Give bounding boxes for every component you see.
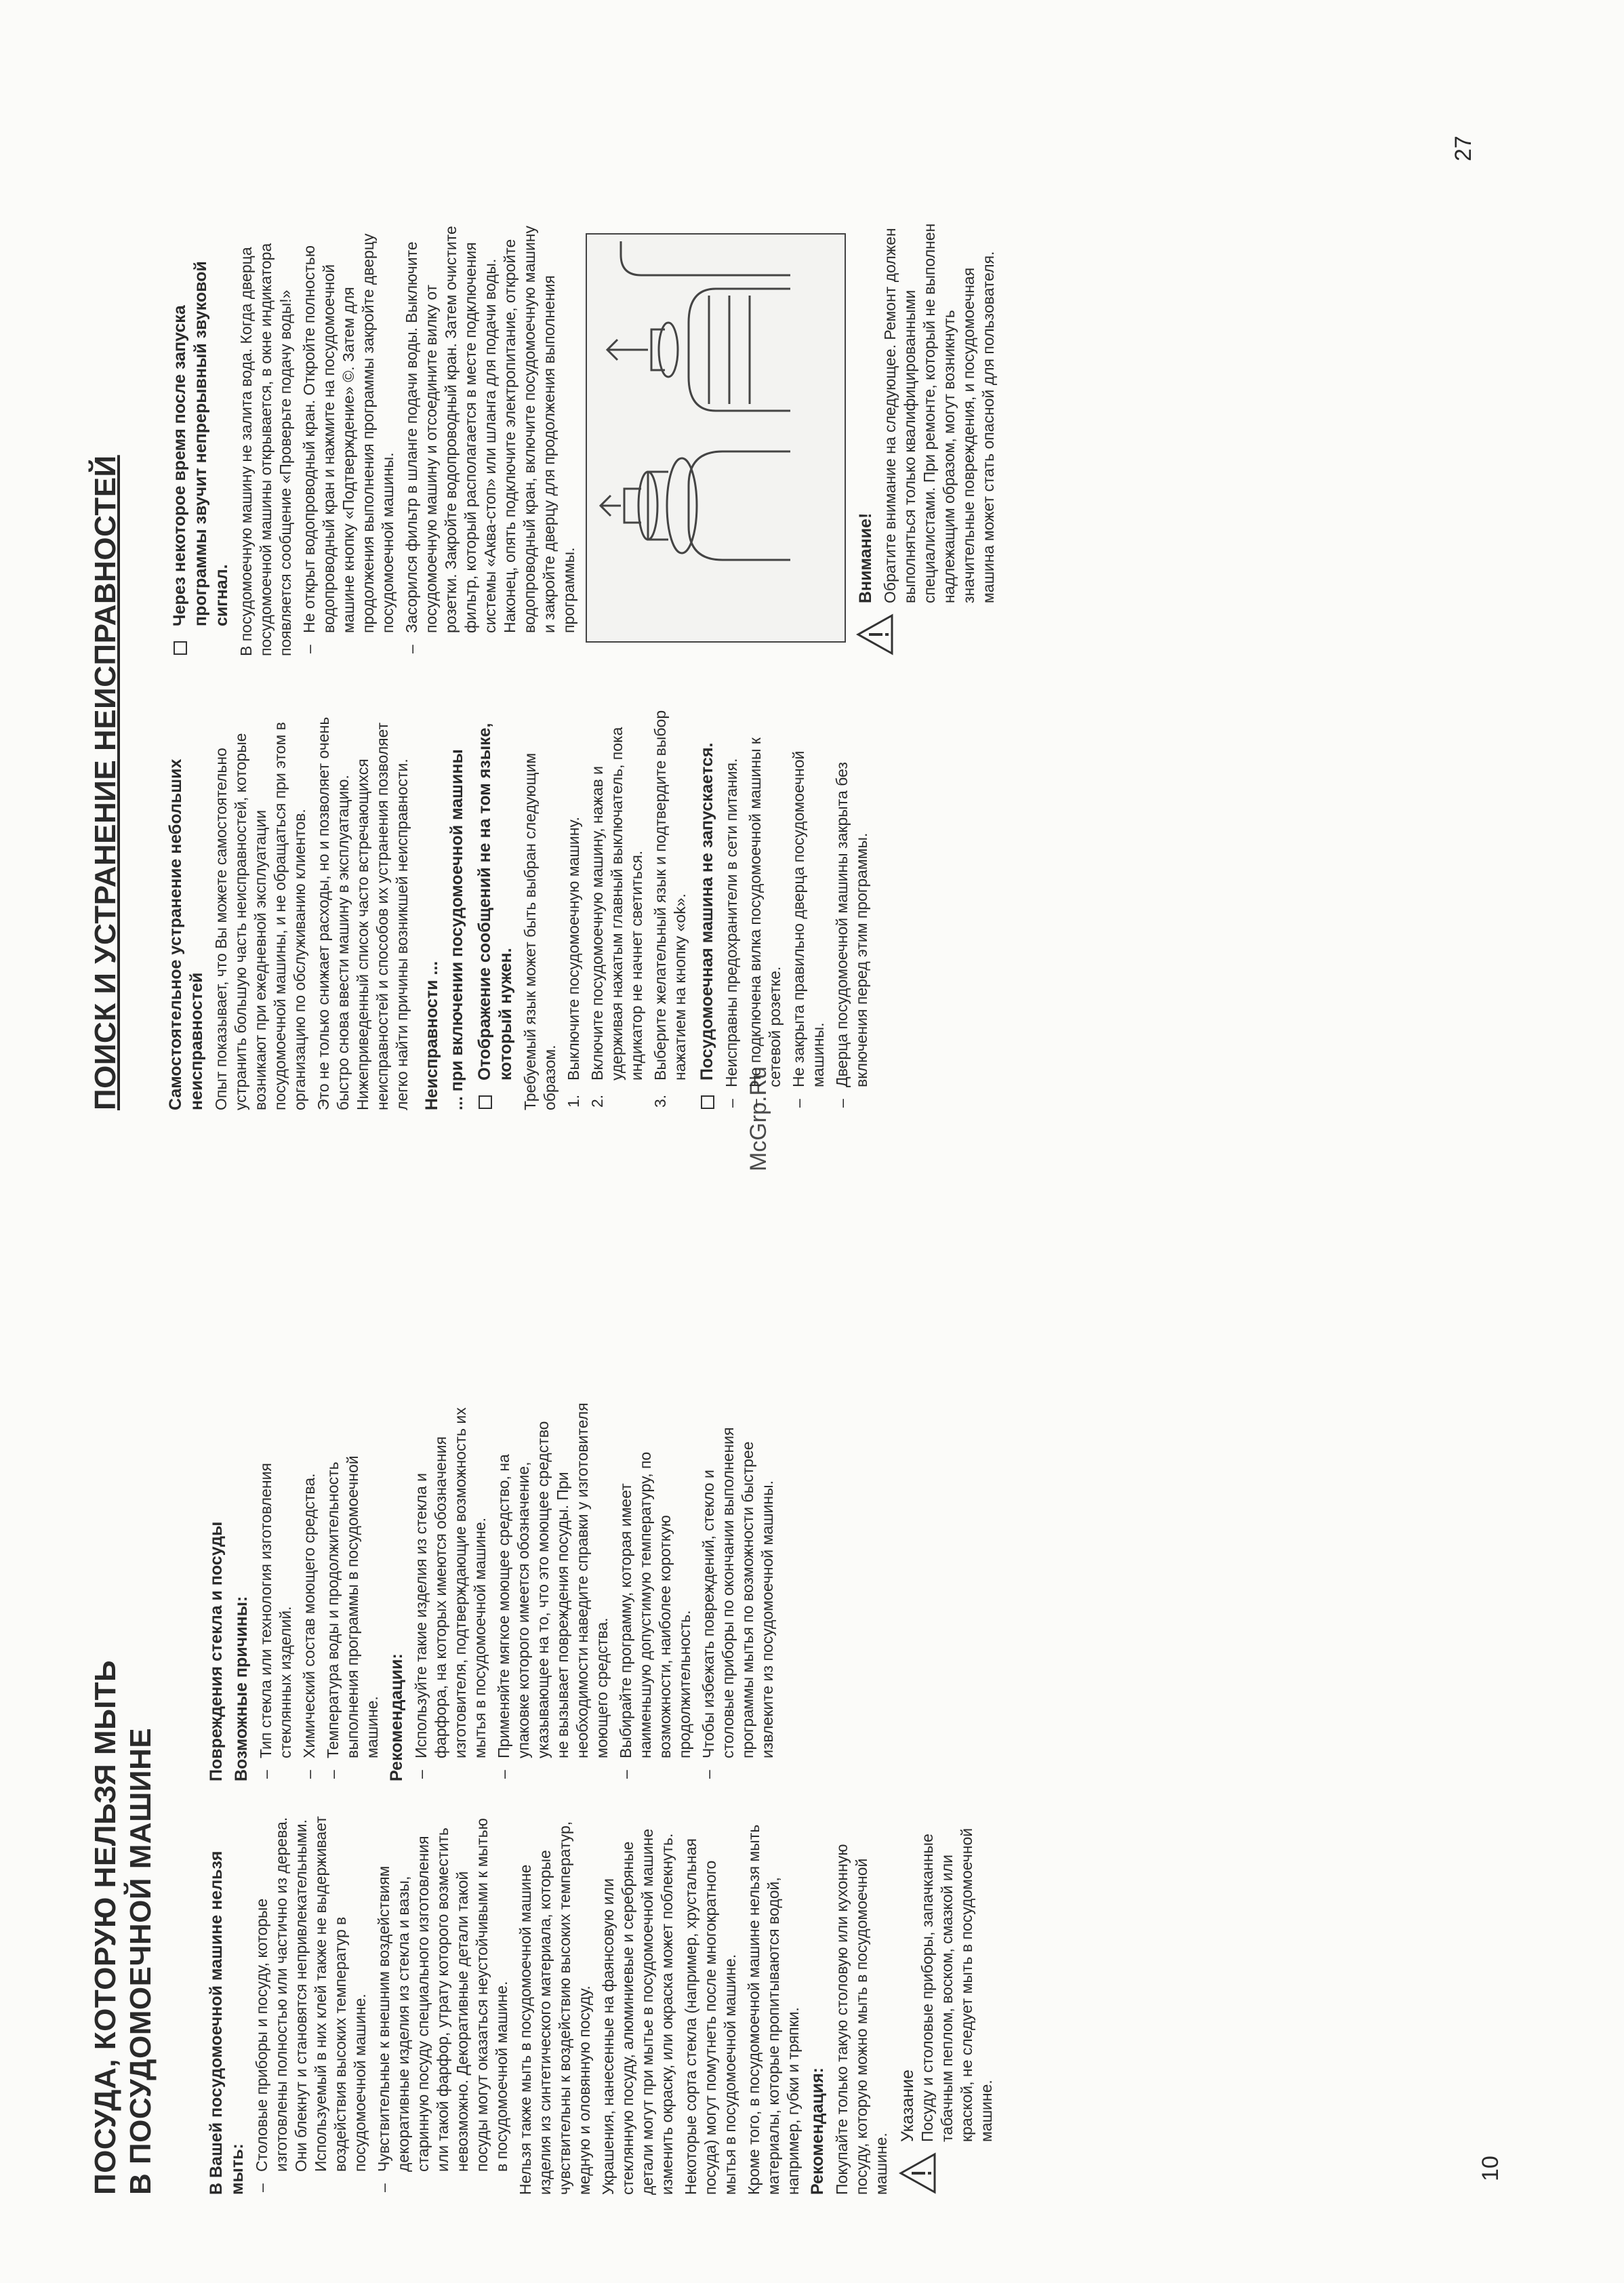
step-number: 3. bbox=[651, 1094, 669, 1108]
step-text: Включите посудомоечную машину, нажав и удерживая нажатым главный выключатель, пока индикатор не начнет светиться. bbox=[588, 727, 645, 1080]
numbered-step bbox=[588, 704, 647, 1110]
step-number: 2. bbox=[588, 1094, 606, 1108]
left-col1-bullet: – Чувствительные к внешним воздействиям декоративные изделия из стекла и вазы, старинную посуду специального изготовления или такой фарфор, утрату которого возместить невозможно. Декоративные детали такой посуды могут оказаться неустойчивыми к мытью в посудомоечной машине. bbox=[374, 1815, 512, 2195]
left-col2-cause: – Химический состав моющего средства. bbox=[300, 1402, 319, 1781]
right-col1-heading: Самостоятельное устранение небольших неисправностей bbox=[166, 759, 206, 1110]
right-col1-cause: – Неисправны предохранители в сети питания. bbox=[722, 704, 742, 1110]
right-col1-cause: – Не подключена вилка посудомоечной машины к сетевой розетке. bbox=[746, 704, 785, 1110]
left-col2-rec: – Применяйте мягкое моющее средство, на упаковке которого имеется обозначение, указывающее на то, что это моющее средство не вызывает повреждения посуды. При необходимости наведите справки у изготовителя моющего средства. bbox=[494, 1402, 612, 1781]
left-col1-heading: В Вашей посудомоечной машине нельзя мыть: bbox=[207, 1851, 247, 2195]
left-col1-bullet: – Столовые приборы и посуду, которые изготовлены полностью или частично из дерева. Они блекнут и становятся непривлекательными. Используемый в них клей также не выдерживает воздействия высоких температур в посудомоечной машине. bbox=[252, 1815, 370, 2195]
right-col1-intro: Опыт показывает, что Вы можете самостоятельно устранить большую часть неисправностей, которые возникают при ежедневной эксплуатации посудомоечной машины, и не обращаться при этом в организацию по обслуживанию клиентов. bbox=[212, 722, 308, 1110]
left-column-1 bbox=[203, 1815, 996, 2195]
numbered-step bbox=[564, 704, 584, 1110]
left-col1-paragraph: Кроме того, в посудомоечной машине нельзя мыть материалы, которые пропитываются водой, например, губки и тряпки. bbox=[745, 1824, 802, 2195]
right-col2-item-heading: Через некоторое время после запуска программы звучит непрерывный звуковой сигнал. bbox=[169, 222, 232, 656]
left-note-text: Посуду и столовые приборы, запачканные табачным пеплом, воском, смазкой или краской, не следует мыть в посудомоечной машине. bbox=[918, 1827, 995, 2142]
attention-block bbox=[855, 222, 998, 656]
step-text: Выберите желательный язык и подтвердите выбор нажатием на кнопку «ok». bbox=[651, 710, 689, 1080]
right-col1-cause: – Не закрыта правильно дверца посудомоечной машины. bbox=[789, 704, 828, 1110]
left-note-heading: Указание bbox=[898, 2069, 917, 2142]
right-col2-cause: – Не открыт водопроводный кран. Откройте полностью водопроводный кран и нажмите на посудомоечной машине кнопку «Подтверждение» ©. Затем для продолжения выполнения программы закройте дверцу посудомоечной машины. bbox=[300, 222, 398, 656]
warning-triangle-icon bbox=[898, 2151, 937, 2195]
left-col2-rec-heading: Рекомендации: bbox=[387, 1653, 406, 1781]
step-text: Выключите посудомоечную машину. bbox=[565, 817, 582, 1080]
left-col2-cause: – Температура воды и продолжительность выполнения программы в посудомоечной машине. bbox=[323, 1402, 382, 1781]
right-col1-faults-subheading: ... при включении посудомоечной машины bbox=[447, 749, 466, 1110]
right-col1-faults-heading: Неисправности ... bbox=[422, 961, 441, 1110]
left-col1-rec-heading: Рекомендация: bbox=[808, 2067, 827, 2195]
left-note-block bbox=[898, 1815, 996, 2195]
right-page-title: ПОИСК И УСТРАНЕНИЕ НЕИСПРАВНОСТЕЙ bbox=[89, 455, 122, 1110]
water-filter-illustration bbox=[586, 233, 846, 643]
numbered-step bbox=[651, 704, 690, 1110]
left-col2-cause: – Тип стекла или технология изготовления стеклянных изделий. bbox=[256, 1402, 296, 1781]
left-col2-heading: Повреждения стекла и посуды bbox=[207, 1521, 226, 1781]
left-col2-rec: – Выбирайте программу, которая имеет наименьшую допустимую температуру, по возможности, наиболее короткую продолжительность. bbox=[616, 1402, 695, 1781]
right-col1-item-heading: Отображение сообщений не на том языке, который нужен. bbox=[474, 704, 516, 1110]
left-col2-causes-heading: Возможные причины: bbox=[232, 1596, 251, 1781]
right-col1-item-text: Требуемый язык может быть выбран следующим образом. bbox=[521, 752, 559, 1110]
left-col2-rec: – Чтобы избежать повреждений, стекло и столовые приборы по окончании выполнения программы мытья по возможности быстрее извлеките из посудомоечной машины. bbox=[699, 1402, 777, 1781]
right-column-2 bbox=[163, 222, 998, 656]
warning-triangle-icon bbox=[855, 613, 895, 656]
right-col1-intro: Это не только снижает расходы, но и позволяет очень быстро снова ввести машину в эксплуатацию. Нижеприведенный список часто встречающихся неисправностей и способов их устранения позволяет легко найти причины возникшей неисправности. bbox=[314, 716, 411, 1110]
left-col1-rec-text: Покупайте только такую столовую или кухонную посуду, которую можно мыть в посудомоечной машине. bbox=[833, 1844, 890, 2195]
attention-text: Обратите внимание на следующее. Ремонт должен выполняться только квалифицированными специалистами. При ремонте, который не выполнен надлежащим образом, могут возникнуть значительные повреждения, и посудомоечная машина может стать опасной для пользователя. bbox=[881, 223, 997, 603]
left-col1-paragraph: Некоторые сорта стекла (например, хрустальная посуда) могут помутнеть после многократного мытья в посудомоечной машине. bbox=[682, 1838, 739, 2195]
step-number: 1. bbox=[565, 1094, 582, 1108]
left-col1-paragraph: Нельзя также мыть в посудомоечной машине изделия из синтетического материала, которые чувствительны к воздействию высоких температур, медную и оловянную посуду. bbox=[516, 1821, 593, 2195]
attention-heading: Внимание! bbox=[856, 512, 875, 603]
left-col2-rec: – Используйте такие изделия из стекла и фарфора, на которых имеются обозначения изготовителя, подтверждающие возможность их мытья в посудомоечной машине. bbox=[411, 1402, 490, 1781]
right-column-1 bbox=[163, 704, 876, 1110]
right-col1-cause: – Дверца посудомоечной машины закрыта без включения перед этим программы. bbox=[832, 704, 872, 1110]
left-column-2 bbox=[203, 1402, 781, 1781]
right-page-number: 27 bbox=[1450, 136, 1476, 161]
left-col1-paragraph: Украшения, нанесенные на фаянсовую или стеклянную посуду, алюминиевые и серебряные детали могут при мытье в посудомоечной машине изменить окраску, или окраска может поблекнуть. bbox=[599, 1828, 676, 2195]
right-col2-item-text: В посудомоечную машину не залита вода. Когда дверца посудомоечной машины открывается, в окне индикатора появляется сообщение «Проверьте подачу воды!» bbox=[237, 243, 294, 656]
site-watermark: McGrp.Ru bbox=[746, 1066, 771, 1171]
right-col1-item-heading: Посудомоечная машина не запускается. bbox=[697, 704, 718, 1110]
left-title-line2: В ПОСУДОМОЕЧНОЙ МАШИНЕ bbox=[124, 1727, 157, 2195]
right-col2-cause: – Засорился фильтр в шланге подачи воды. Выключите посудомоечную машину и отсоедините вилку от розетки. Закройте водопроводный кран. Затем очистите фильтр, который располагается в месте подключения системы «Аква-стоп» или шланга для подачи воды. Наконец, опять подключите электропитание, откройте водопроводный кран, включите посудомоечную машину и закройте дверцу для продолжения выполнения программы. bbox=[402, 222, 579, 656]
left-page-number: 10 bbox=[1478, 2156, 1503, 2181]
left-page-title bbox=[88, 1660, 159, 2195]
left-title-line1: ПОСУДА, КОТОРУЮ НЕЛЬЗЯ МЫТЬ bbox=[89, 1659, 122, 2195]
